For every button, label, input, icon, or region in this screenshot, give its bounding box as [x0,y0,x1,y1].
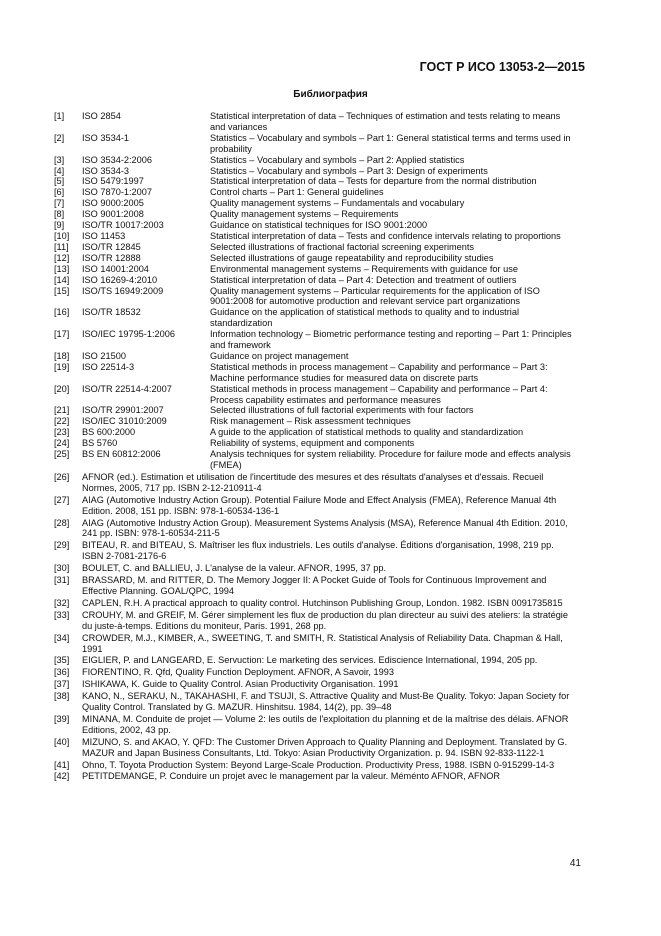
reference-code: ISO 3534-1 [82,132,129,143]
reference-row [54,220,574,231]
reference-code: ISO 22514-3 [82,361,135,372]
reference-code: BS EN 60812:2006 [82,449,161,460]
reference-number: [28] [54,517,70,528]
reference-row [54,166,574,177]
reference-title: Information technology – Biometric performance testing and reporting – Part 1: Principles and framework [210,329,572,351]
reference-title: Guidance on project management [210,350,349,361]
reference-title: Selected illustrations of gauge repeatability and reproducibility studies [210,252,494,263]
reference-title: A guide to the application of statistical methods to quality and standardization [210,427,524,438]
reference-number: [27] [54,494,70,505]
reference-row [54,307,574,329]
reference-code: ISO/TR 29901:2007 [82,405,164,416]
reference-row [54,427,574,438]
reference-number: [14] [54,274,70,285]
reference-code: BS 5760 [82,438,118,449]
reference-title: Quality management systems – Fundamentals and vocabulary [210,198,465,209]
reference-citation: MINANA, M. Conduite de projet — Volume 2: les outils de l'exploitation du planning et de la maîtrise des délais. AFNOR Editions, 2002, 43 pp. [82,713,569,735]
reference-number: [11] [54,241,69,252]
reference-number: [39] [54,713,70,724]
reference-code: ISO 14001:2004 [82,263,149,274]
reference-row [54,610,574,632]
reference-number: [22] [54,416,70,427]
reference-number: [3] [54,154,65,165]
reference-number: [6] [54,187,65,198]
reference-title: Statistical interpretation of data – Techniques of estimation and tests relating to means and variances [210,111,561,132]
reference-number: [5] [54,176,65,187]
reference-title: Reliability of systems, equipment and components [210,438,415,449]
reference-code: ISO/TR 12888 [82,252,141,263]
reference-citation: FIORENTINO, R. Qfd, Quality Function Deployment. AFNOR, A Savoir, 1993 [82,667,394,678]
reference-row [54,231,574,242]
reference-row [54,133,574,155]
reference-row [54,679,574,690]
reference-citation: AIAG (Automotive Industry Action Group). Measurement Systems Analysis (MSA), Reference Manual 4th Edition. 2010, 241 pp. ISBN: 978-1-60534-211-5 [82,517,568,539]
reference-code: ISO 3534-2:2006 [82,154,152,165]
reference-row [54,472,574,494]
reference-number: [21] [54,405,70,416]
reference-code: BS 600:2000 [82,427,136,438]
reference-number: [12] [54,252,70,263]
reference-number: [7] [54,198,65,209]
reference-code: ISO/IEC 31010:2009 [82,416,167,427]
reference-number: [33] [54,609,70,620]
reference-number: [41] [54,759,70,770]
reference-number: [17] [54,329,70,340]
reference-row [54,771,574,782]
reference-number: [23] [54,427,70,438]
reference-number: [34] [54,632,70,643]
reference-code: ISO/IEC 19795-1:2006 [82,329,175,340]
reference-row [54,286,574,308]
reference-citation: AIAG (Automotive Industry Action Group). Potential Failure Mode and Effect Analysis (FMEA), Reference Manual 4th Edition. 2008, 151 pp. ISBN: 978-1-60534-136-1 [82,494,557,516]
reference-row [54,253,574,264]
reference-title: Statistics – Vocabulary and symbols – Part 3: Design of experiments [210,165,488,176]
reference-row [54,655,574,666]
reference-number: [29] [54,540,70,551]
reference-row [54,176,574,187]
reference-code: ISO 9000:2005 [82,198,144,209]
reference-row [54,198,574,209]
reference-title: Statistical interpretation of data – Tests and confidence intervals relating to proportions [210,230,561,241]
reference-row [54,540,574,562]
reference-code: ISO/TR 10017:2003 [82,220,164,231]
reference-number: [26] [54,471,70,482]
reference-title: Statistical interpretation of data – Tests for departure from the normal distribution [210,176,537,187]
reference-number: [32] [54,597,70,608]
reference-number: [20] [54,383,70,394]
reference-title: Analysis techniques for system reliability. Procedure for failure mode and effects analysis (FMEA) [210,449,571,470]
reference-citation: CROUHY, M. and GREIF, M. Gérer simplement les flux de production du plan directeur au suivi des ateliers: la stratégie du juste-à-temps. Editions du moniteur, Paris. 1991, 268 pp. [82,609,568,631]
reference-code: ISO 21500 [82,350,126,361]
page-number: 41 [569,858,581,869]
reference-code: ISO/TR 12845 [82,241,141,252]
reference-title: Risk management – Risk assessment techniques [210,416,411,427]
reference-list [54,111,574,782]
standard-header: ГОСТ Р ИСО 13053-2—2015 [419,60,585,74]
reference-row [54,275,574,286]
reference-title: Quality management systems – Particular requirements for the application of ISO 9001:2008 for automotive production and relevant service part organizations [210,285,540,307]
reference-row [54,518,574,540]
reference-code: ISO 11453 [82,230,126,241]
reference-row [54,416,574,427]
reference-number: [24] [54,438,70,449]
reference-row [54,667,574,678]
standards-references [54,111,574,471]
reference-number: [4] [54,165,65,176]
reference-number: [13] [54,263,70,274]
reference-row [54,563,574,574]
reference-number: [35] [54,655,70,666]
reference-citation: ISHIKAWA, K. Guide to Quality Control. Asian Productivity Organisation. 1991 [82,679,399,690]
reference-row [54,187,574,198]
reference-row [54,362,574,384]
reference-row [54,633,574,655]
reference-citation: Ohno, T. Toyota Production System: Beyond Large-Scale Production. Productivity Press, 1988. ISBN 0-915299-14-3 [82,759,555,770]
reference-title: Statistical methods in process management – Capability and performance – Part 4: Process capability estimates and performance measures [210,383,548,405]
reference-number: [31] [54,575,70,586]
reference-number: [36] [54,667,70,678]
reference-code: ISO 2854 [82,111,121,121]
reference-row [54,598,574,609]
reference-row [54,405,574,416]
reference-citation: AFNOR (ed.). Estimation et utilisation de l'incertitude des mesures et des résultats d'analyses et d'essais. Recueil Normes, 2005, 717 pp. ISBN 2-12-210911-4 [82,471,544,493]
reference-number: [10] [54,230,70,241]
reference-number: [16] [54,307,70,318]
reference-number: [18] [54,350,70,361]
reference-number: [2] [54,132,65,143]
reference-number: [42] [54,771,70,782]
reference-title: Selected illustrations of fractional factorial screening experiments [210,241,475,252]
reference-number: [25] [54,449,70,460]
reference-title: Statistical methods in process management – Capability and performance – Part 3: Machine performance studies for measured data on discrete parts [210,361,548,383]
reference-citation: MIZUNO, S. and AKAO, Y. QFD: The Customer Driven Approach to Quality Planning and Deployment. Translated by G. MAZUR and Japan Business Consultants, Ltd. Tokyo: Asian Productivity Organization. p. 94. ISBN 92-833-1122-1 [82,736,568,758]
reference-number: [38] [54,691,70,702]
reference-row [54,760,574,771]
reference-citation: CAPLEN, R.H. A practical approach to quality control. Hutchinson Publishing Group, London. 1982. ISBN 0091735815 [82,597,563,608]
reference-row [54,111,574,133]
reference-row [54,438,574,449]
literature-references [54,472,574,782]
reference-code: ISO 7870-1:2007 [82,187,152,198]
reference-citation: EIGLIER, P. and LANGEARD, E. Servuction: Le marketing des services. Ediscience International, 1994, 205 pp. [82,655,538,666]
reference-code: ISO 9001:2008 [82,209,144,220]
reference-row [54,242,574,253]
reference-row [54,264,574,275]
reference-title: Statistical interpretation of data – Part 4: Detection and treatment of outliers [210,274,517,285]
reference-title: Quality management systems – Requirements [210,209,399,220]
reference-code: ISO 5479:1997 [82,176,144,187]
reference-row [54,155,574,166]
reference-number: [9] [54,220,65,231]
reference-title: Guidance on the application of statistical methods to quality and to industrial standardization [210,307,519,329]
reference-code: ISO/TS 16949:2009 [82,285,164,296]
reference-title: Control charts – Part 1: General guidelines [210,187,384,198]
reference-citation: BOULET, C. and BALLIEU, J. L'analyse de la valeur. AFNOR, 1995, 37 pp. [82,563,387,574]
reference-number: [30] [54,563,70,574]
reference-row [54,209,574,220]
reference-title: Guidance on statistical techniques for ISO 9001:2000 [210,220,428,231]
reference-code: ISO/TR 18532 [82,307,141,318]
reference-citation: KANO, N., SERAKU, N., TAKAHASHI, F. and TSUJI, S. Attractive Quality and Must-Be Quality. Tokyo: Japan Society for Quality Control. Translated by G. MAZUR. Hinshitsu. 1984, 14(2), pp. 39–48 [82,691,570,713]
reference-row [54,495,574,517]
reference-row [54,351,574,362]
reference-number: [40] [54,736,70,747]
reference-number: [8] [54,209,65,220]
reference-row [54,329,574,351]
reference-number: [15] [54,285,70,296]
reference-row [54,691,574,713]
reference-row [54,384,574,406]
reference-title: Statistics – Vocabulary and symbols – Part 1: General statistical terms and terms used in probability [210,132,571,154]
reference-number: [37] [54,679,70,690]
reference-citation: BRASSARD, M. and RITTER, D. The Memory Jogger II: A Pocket Guide of Tools for Continuous Improvement and Effective Planning. GOAL/QPC, 1994 [82,575,547,596]
bibliography-title: Библиография [293,89,368,100]
reference-row [54,737,574,759]
reference-title: Environmental management systems – Requirements with guidance for use [210,263,518,274]
reference-code: ISO/TR 22514-4:2007 [82,383,172,394]
reference-code: ISO 3534-3 [82,165,129,176]
reference-row [54,449,574,471]
reference-row [54,714,574,736]
reference-title: Statistics – Vocabulary and symbols – Part 2: Applied statistics [210,154,465,165]
reference-citation: BITEAU, R. and BITEAU, S. Maîtriser les flux industriels. Les outils d'analyse. Éditions d'organisation, 1998, 219 pp. ISBN 2-7081-2176-6 [82,540,554,562]
reference-row [54,575,574,597]
reference-citation: PETITDEMANGE, P. Conduire un projet avec le management par la valeur. Méménto AFNOR, AFNOR [82,771,501,782]
reference-title: Selected illustrations of full factorial experiments with four factors [210,405,474,416]
reference-code: ISO 16269-4:2010 [82,274,158,285]
reference-citation: CROWDER, M.J., KIMBER, A., SWEETING, T. and SMITH, R. Statistical Analysis of Reliability Data. Chapman & Hall, 1991 [82,632,563,654]
reference-number: [1] [54,111,65,121]
reference-number: [19] [54,361,70,372]
